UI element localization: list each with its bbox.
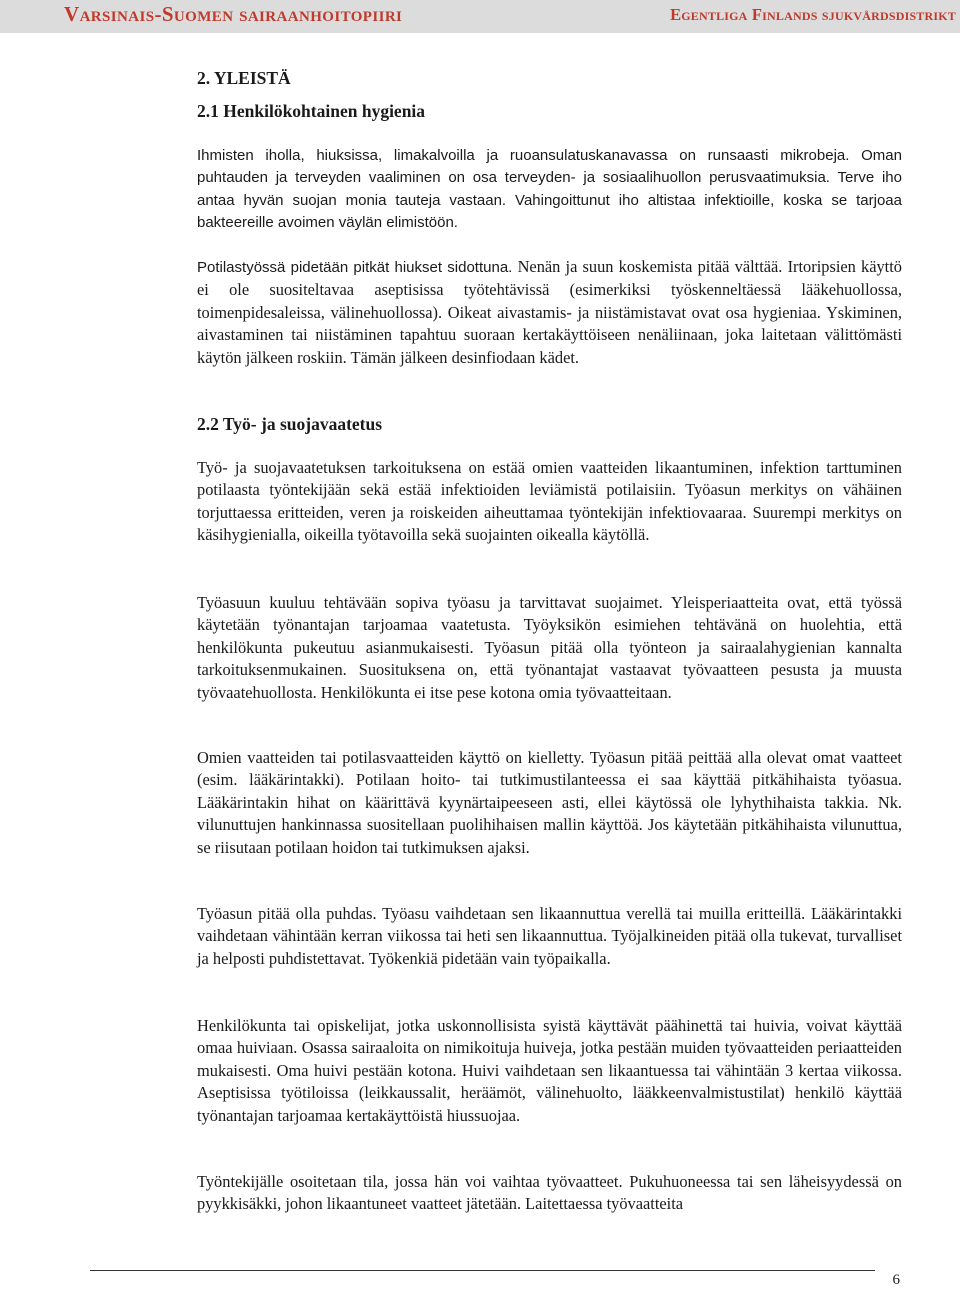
paragraph-microbes-part-2: Terve iho antaa hyvän suojan monia tauteja vastaan. [197,169,902,209]
paragraph-hair-part-1: Potilastyössä pidetään pitkät hiukset sidottuna. [197,259,518,276]
paragraph-work-attire: Työasuun kuuluu tehtävään sopiva työasu ja tarvittavat suojaimet. Yleisperiaatteita ovat, että työssä käytetään työnantajan tarjoamaa vaatetusta. Työyksikön esimiehen tehtävänä on huolehtia, että henkilökunta pukeutuu asianmukaisesti. Työasun pitää olla työnteon ja sairaalahygienian kannalta tarkoituksenmukainen. Suosituksena on, että työnantajat vastaavat työvaatteen pesusta ja muusta työvaatehuollosta. Henkilökunta ei itse pese kotona omia työvaatteitaan. [197,593,902,702]
paragraph-hair-and-nose [197,256,902,369]
subsection-title-hygiene: 2.1 Henkilökohtainen hygienia [197,101,426,121]
header-organization-sv: Egentliga Finlands sjukvårdsdistrikt [670,5,956,24]
paragraph-headscarves: Henkilökunta tai opiskelijat, jotka uskonnollisista syistä käyttävät päähinettä tai huivia, voivat käyttää omaa huiviaan. Osassa sairaaloita on nimikoituja huiveja, jotka pestään muiden työvaatteiden periaatteiden mukaisesti. Oma huivi pestään kotona. Huivi vaihdetaan sen likaantuessa tai vähintään 3 kertaa viikossa. Aseptisissa työtiloissa (leikkaussalit, heräämöt, välinehuolto, lääkkeenvalmistustilat) henkilö käyttää työnantajan tarjoamaa kertakäyttöistä hiussuojaa. [197,1016,902,1125]
paragraph-clothing-purpose: Työ- ja suojavaatetuksen tarkoituksena on estää omien vaatteiden likaantuminen, infektion tarttuminen potilaasta työntekijään sekä estää infektioiden leviämistä potilaisiin. Työasun merkitys on vähäinen torjuttaessa eritteiden, veren ja roiskeiden aiheuttamaa työntekijän infektiovaaraa. Suurempi merkitys on käsihygienialla, oikeilla työtavoilla sekä suojainten oikealla käytöllä. [197,458,902,545]
document-header [0,0,960,33]
paragraph-microbes [197,145,902,235]
paragraph-own-clothes: Omien vaatteiden tai potilasvaatteiden käyttö on kielletty. Työasun pitää peittää alla olevat omat vaatteet (esim. lääkärintakki). Potilaan hoito- tai tutkimustilanteessa ei saa käyttää pitkähihaista työasua. Lääkärintakin hihat on käärittävä kyynärtaipeeseen asti, ellei käytössä ole lyhythihaista takkia. Nk. vilunuttujen hankinnassa suositellaan puolihihaisen mallin käyttöä. Jos käytetään pitkähihaista vilunuttua, se riisutaan potilaan hoidon tai tutkimuksen ajaksi. [197,748,902,857]
header-organization-fi: Varsinais-Suomen sairaanhoitopiiri [64,2,403,26]
paragraph-microbes-part-1: Ihmisten iholla, hiuksissa, limakalvoilla ja ruoansulatuskanavassa on runsaasti mikrobeja. Oman puhtauden ja terveyden vaaliminen on osa terveyden- ja sosiaalihuollon perusvaatimuksia. [197,147,902,187]
page-number: 6 [892,1272,900,1288]
footer-divider [90,1270,875,1271]
paragraph-microbes-part-3: Vahingoittunut iho altistaa infektioille, koska se tarjoaa bakteereille avoimen väylän elimistöön. [197,191,902,232]
paragraph-hair-part-3: Oikeat aivastamis- ja niistämistavat ovat osa hygieniaa. Yskiminen, aivastaminen tai niistäminen tapahtuu suoraan kertakäyttöiseen nenäliinaan, joka laitetaan välittömästi käytön jälkeen roskiin. Tämän jälkeen desinfiodaan kädet. [197,302,902,367]
paragraph-changing-room: Työntekijälle osoitetaan tila, jossa hän voi vaihtaa työvaatteet. Pukuhuoneessa tai sen läheisyydessä on pyykkisäkki, johon likaantuneet vaatteet jätetään. Laitettaessa työvaatteita [197,1172,902,1214]
subsection-title-clothing: 2.2 Työ- ja suojavaatetus [197,414,383,434]
paragraph-hair-part-2: Nenän ja suun koskemista pitää välttää. Irtoripsien käyttö ei ole suositeltavaa aseptisissa työtehtävissä (esimerkiksi työskenneltäessä lääkehuollossa, toimenpidesaleissa, välinehuollossa). [197,257,902,322]
section-title: 2. YLEISTÄ [197,68,291,88]
paragraph-clean-attire: Työasun pitää olla puhdas. Työasu vaihdetaan sen likaannuttua verellä tai muilla eritteillä. Lääkärintakki vaihdetaan vähintään kerran viikossa tai heti sen likaannuttua. Työjalkineiden pitää olla tukevat, turvalliset ja helposti puhdistettavat. Työkenkiä pidetään vain työpaikalla. [197,904,902,968]
